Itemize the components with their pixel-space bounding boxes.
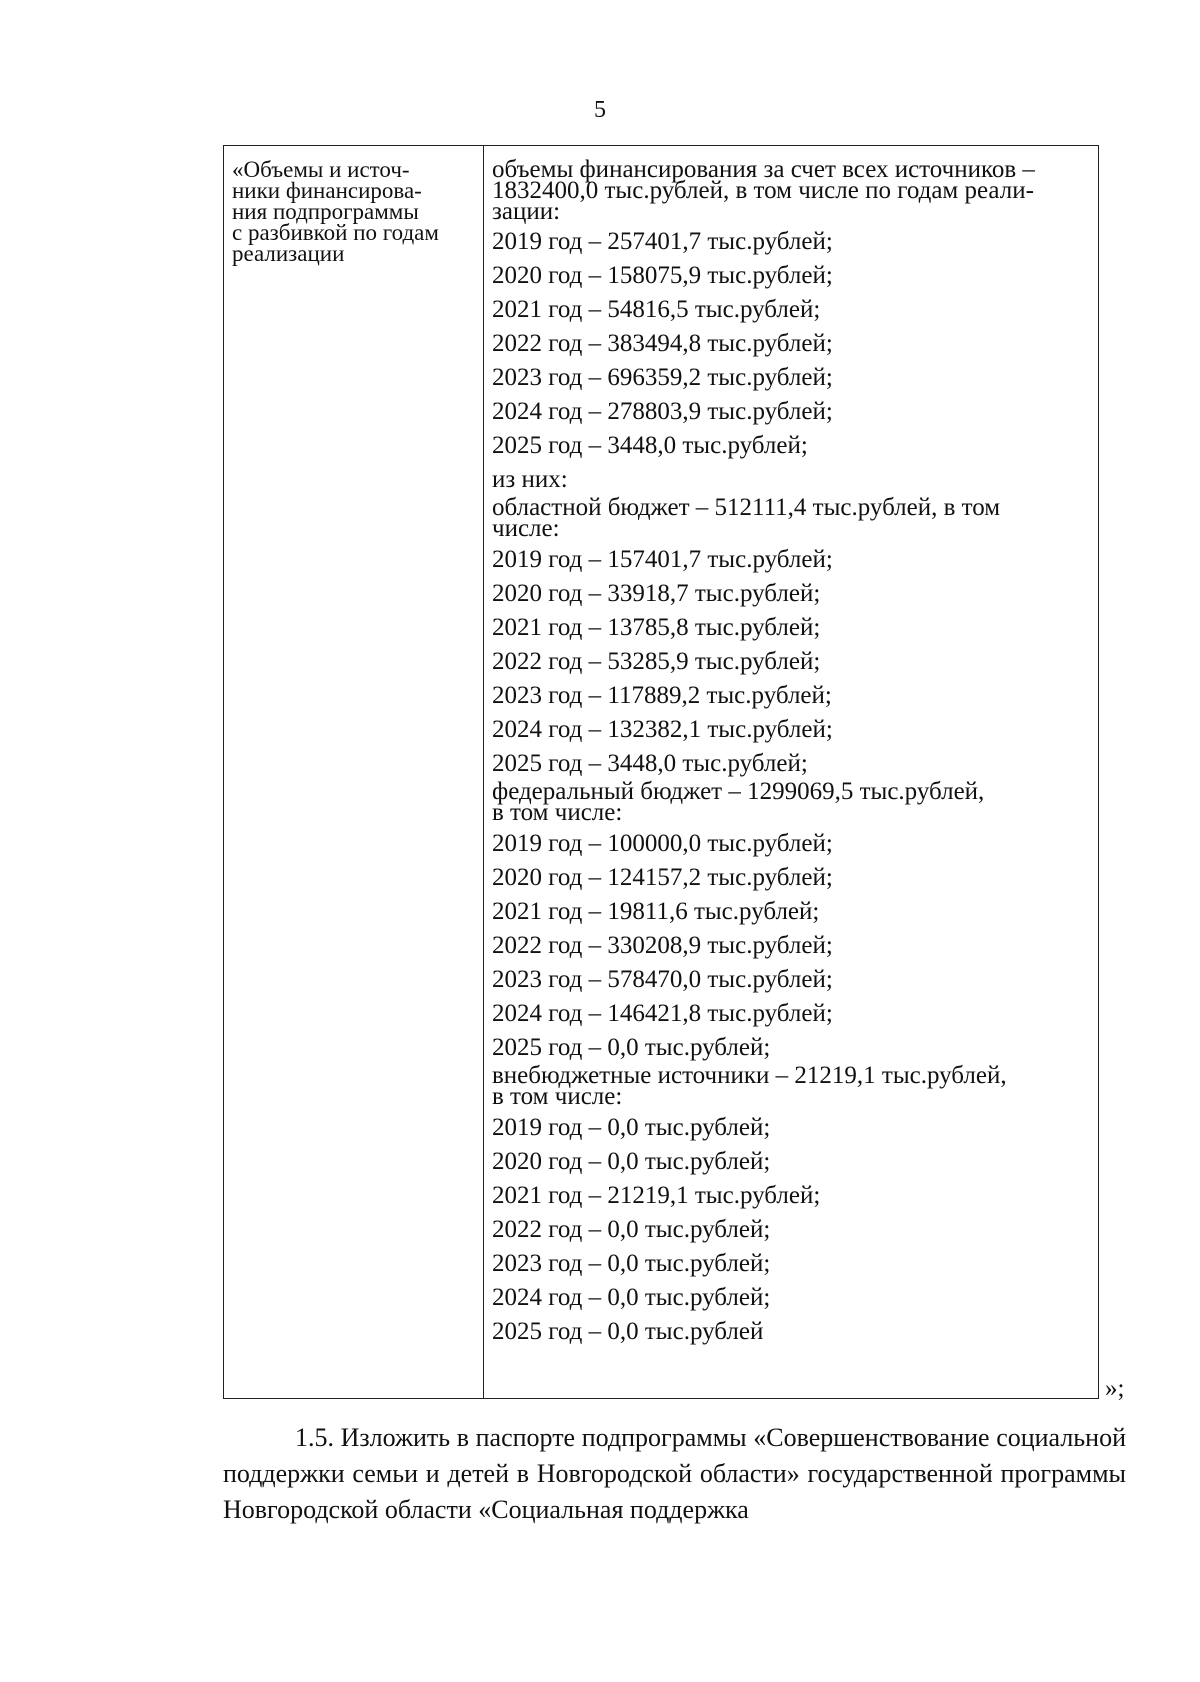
extra-year-line: 2025 год – 0,0 тыс.рублей bbox=[492, 1318, 764, 1345]
extra-year-line: 2021 год – 21219,1 тыс.рублей; bbox=[492, 1182, 821, 1209]
total-funding-paragraph bbox=[492, 156, 1092, 225]
column-divider bbox=[483, 146, 484, 1398]
total-intro-line: 1832400,0 тыс.рублей, в том числе по годам реали- bbox=[492, 177, 1034, 204]
extra-year-line: 2020 год – 0,0 тыс.рублей; bbox=[492, 1148, 771, 1175]
federal-year-line: 2019 год – 100000,0 тыс.рублей; bbox=[492, 830, 833, 857]
closing-quote: »; bbox=[1105, 1375, 1125, 1402]
extra-intro-line: в том числе: bbox=[492, 1083, 623, 1110]
federal-year-line: 2020 год – 124157,2 тыс.рублей; bbox=[492, 864, 833, 891]
federal-intro-line: в том числе: bbox=[492, 799, 623, 826]
funding-table bbox=[223, 145, 1099, 1399]
regional-budget-paragraph bbox=[492, 494, 1092, 543]
federal-year-line: 2022 год – 330208,9 тыс.рублей; bbox=[492, 932, 833, 959]
row-label-line: реализации bbox=[232, 241, 345, 266]
extra-year-line: 2019 год – 0,0 тыс.рублей; bbox=[492, 1114, 771, 1141]
federal-budget-paragraph bbox=[492, 778, 1092, 827]
federal-year-line: 2021 год – 19811,6 тыс.рублей; bbox=[492, 898, 820, 925]
total-year-line: 2020 год – 158075,9 тыс.рублей; bbox=[492, 262, 833, 289]
federal-year-line: 2024 год – 146421,8 тыс.рублей; bbox=[492, 1000, 833, 1027]
regional-intro-line: числе: bbox=[492, 515, 560, 542]
federal-intro-line: федеральный бюджет – 1299069,5 тыс.рублей, bbox=[492, 778, 985, 805]
total-year-line: 2019 год – 257401,7 тыс.рублей; bbox=[492, 228, 833, 255]
regional-year-line: 2020 год – 33918,7 тыс.рублей; bbox=[492, 580, 821, 607]
extra-year-line: 2024 год – 0,0 тыс.рублей; bbox=[492, 1284, 771, 1311]
row-label-line: «Объемы и источ- bbox=[232, 157, 410, 182]
federal-year-line: 2023 год – 578470,0 тыс.рублей; bbox=[492, 966, 833, 993]
extra-year-line: 2022 год – 0,0 тыс.рублей; bbox=[492, 1216, 771, 1243]
extra-year-line: 2023 год – 0,0 тыс.рублей; bbox=[492, 1250, 771, 1277]
total-year-line: 2025 год – 3448,0 тыс.рублей; bbox=[492, 432, 808, 459]
total-year-line: 2023 год – 696359,2 тыс.рублей; bbox=[492, 364, 833, 391]
total-year-line: 2022 год – 383494,8 тыс.рублей; bbox=[492, 330, 833, 357]
regional-year-line: 2023 год – 117889,2 тыс.рублей; bbox=[492, 682, 832, 709]
extra-intro-line: внебюджетные источники – 21219,1 тыс.рублей, bbox=[492, 1062, 1007, 1089]
row-label-line: с разбивкой по годам bbox=[232, 220, 439, 245]
total-year-line: 2021 год – 54816,5 тыс.рублей; bbox=[492, 296, 821, 323]
regional-year-line: 2025 год – 3448,0 тыс.рублей; bbox=[492, 750, 808, 777]
row-label-line: ники финансирова- bbox=[232, 178, 422, 203]
extra-budget-paragraph bbox=[492, 1062, 1092, 1111]
regional-year-line: 2022 год – 53285,9 тыс.рублей; bbox=[492, 648, 821, 675]
total-intro-line: зации: bbox=[492, 198, 561, 225]
federal-year-line: 2025 год – 0,0 тыс.рублей; bbox=[492, 1034, 771, 1061]
regional-intro-line: областной бюджет – 512111,4 тыс.рублей, в том bbox=[492, 494, 1001, 521]
of-them-label: из них: bbox=[492, 466, 568, 493]
row-label-cell bbox=[232, 159, 480, 264]
total-year-line: 2024 год – 278803,9 тыс.рублей; bbox=[492, 398, 833, 425]
page-number: 5 bbox=[594, 97, 606, 123]
row-label-line: ния подпрограммы bbox=[232, 199, 419, 224]
regional-year-line: 2024 год – 132382,1 тыс.рублей; bbox=[492, 716, 833, 743]
funding-details-cell bbox=[492, 156, 1092, 1349]
regional-year-line: 2021 год – 13785,8 тыс.рублей; bbox=[492, 614, 821, 641]
total-intro-line: объемы финансирования за счет всех источников – bbox=[492, 156, 1035, 183]
body-paragraph: 1.5. Изложить в паспорте подпрограммы «Совершенствование социальной поддержки семьи и детей в Новгородской области» государственной программы Новгородской области «Социальная поддержка bbox=[223, 1423, 1126, 1524]
regional-year-line: 2019 год – 157401,7 тыс.рублей; bbox=[492, 546, 833, 573]
